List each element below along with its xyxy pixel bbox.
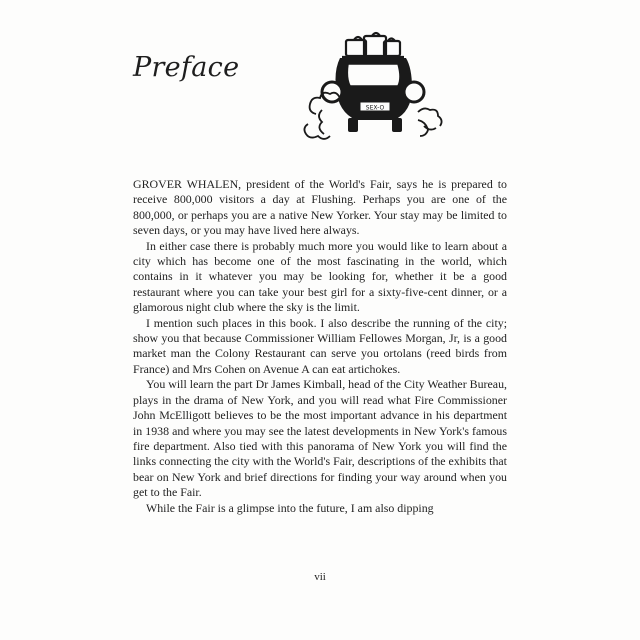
paragraph: GROVER WHALEN, president of the World's Fair, says he is prepared to receive 800,000 visitors a day at Flushing. Perhaps you are one of the 800,000, or perhaps you are a native New Yorker. Your stay may be limited to seven days, or you may have lived here always. [133,177,507,238]
paragraph: While the Fair is a glimpse into the future, I am also dipping [146,500,434,515]
paragraph: In either case there is probably much more you would like to learn about a city which has become one of the most fascinating in the world, which contains in it whatever you may be looking for, whether it be a good restaurant where you can take your best girl for a sixty-five-cent dinner, or a glamorous night club where the sky is the limit. [133,238,507,315]
page-number: vii [314,571,326,583]
license-plate-text: SEX-O [365,104,385,112]
preface-body [133,177,507,516]
car-with-luggage-icon [294,30,444,145]
paragraph: I mention such places in this book. I also describe the running of the city; show you that because Commissioner William Fellowes Morgan, Jr, is a good market man the Colony Restaurant can serve you ortolans (reed birds from France) and Mrs Cohen on Avenue A can eat artichokes. [133,315,507,376]
paragraph: You will learn the part Dr James Kimball, head of the City Weather Bureau, plays in the drama of New York, and you will read what Fire Commissioner John McElligott believes to be the most important advance in his department in 1938 and where you may see the latest developments in New York's famous fire department. Also tied with this panorama of New York you will find the links connecting the city with the World's Fair, descriptions of the exhibits that bear on New York and brief directions for finding your way around when you get to the Fair. [133,377,507,500]
page-title: Preface [133,52,240,83]
